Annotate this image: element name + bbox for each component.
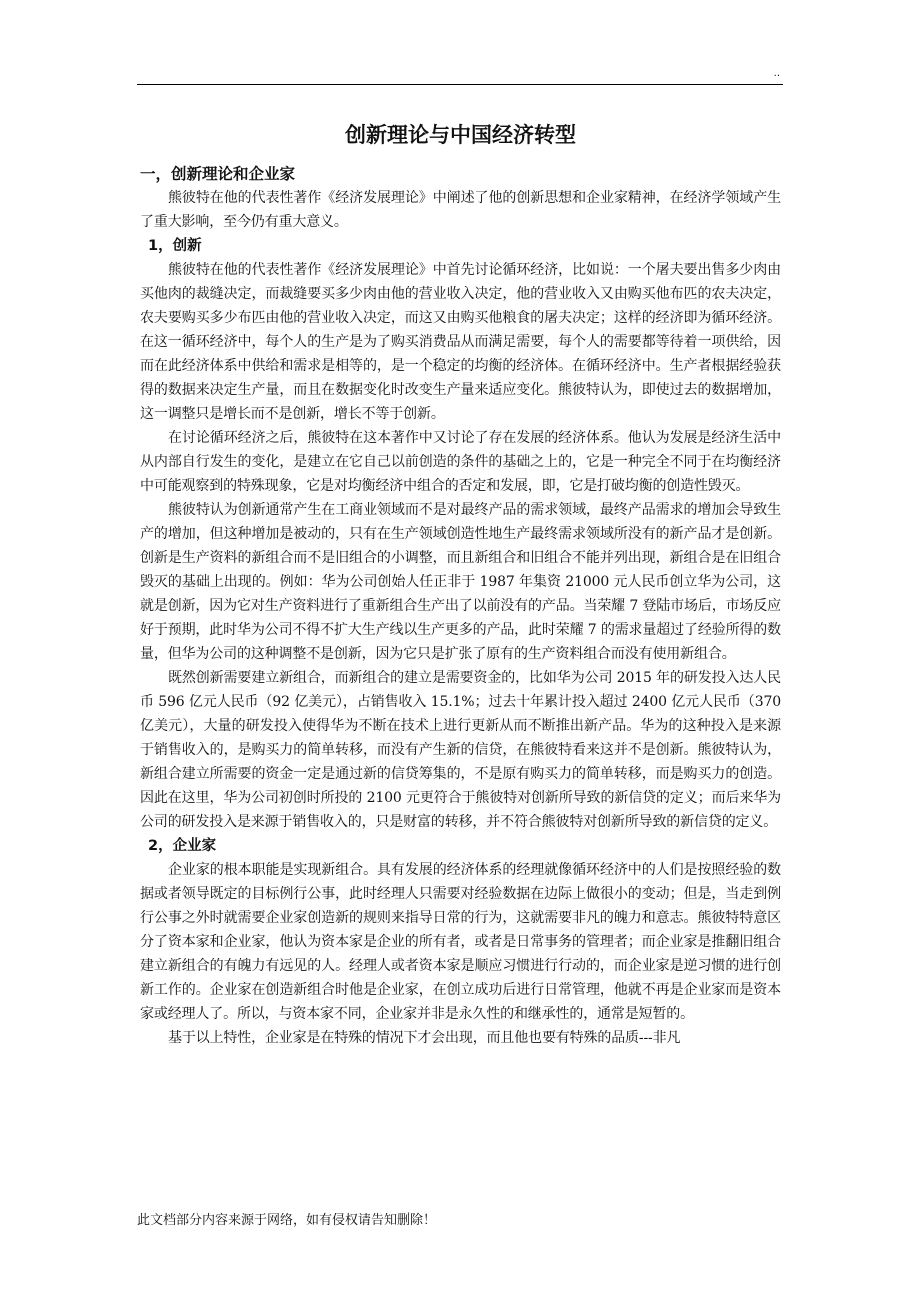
footer-disclaimer: 此文档部分内容来源于网络，如有侵权请告知删除！ bbox=[137, 1213, 437, 1228]
paragraph: 既然创新需要建立新组合，而新组合的建立是需要资金的，比如华为公司 2015 年的研发投入达人民币 596 亿元人民币（92 亿美元），占销售收入 15.1%；过去十年累计投入超过 2400 亿元人民币（370 亿美元），大量的研发投入使得华为不断在技术上进行更新从而不断推出新产品。华为的这种投入是来源于销售收入的，是购买力的简单转移，而没有产生新的信贷，在熊彼特看来这并不是创新。熊彼特认为，新组合建立所需要的资金一定是通过新的信贷筹集的，不是原有购买力的简单转移，而是购买力的创造。因此在这里，华为公司初创时所投的 2100 元更符合于熊彼特对创新所导致的新信贷的定义；而后来华为公司的研发投入是来源于销售收入的，只是财富的转移，并不符合熊彼特对创新所导致的新信贷的定义。 bbox=[140, 670, 781, 830]
section-intro-paragraph: 熊彼特在他的代表性著作《经济发展理论》中阐述了他的创新思想和企业家精神，在经济学领域产生了重大影响，至今仍有重大意义。 bbox=[140, 190, 781, 230]
header-mark: .. bbox=[773, 68, 780, 79]
paragraph: 熊彼特在他的代表性著作《经济发展理论》中首先讨论循环经济，比如说：一个屠夫要出售多少肉由买他肉的裁缝决定，而裁缝要买多少肉由他的营业收入决定，他的营业收入又由购买他布匹的农夫决定，农夫要购买多少布匹由他的营业收入决定，而这又由购买他粮食的屠夫决定；这样的经济即为循环经济。在这一循环经济中，每个人的生产是为了购买消费品从而满足需要，每个人的需要都等待着一项供给，因而在此经济体系中供给和需求是相等的，是一个稳定的均衡的经济体。在循环经济中。生产者根据经验获得的数据来决定生产量，而且在数据变化时改变生产量来适应变化。熊彼特认为，即使过去的数据增加，这一调整只是增长而不是创新，增长不等于创新。 bbox=[140, 262, 781, 422]
paragraph: 企业家的根本职能是实现新组合。具有发展的经济体系的经理就像循环经济中的人们是按照经验的数据或者领导既定的目标例行公事，此时经理人只需要对经验数据在边际上做很小的变动；但是，当走到例行公事之外时就需要企业家创造新的规则来指导日常的行为，这就需要非凡的魄力和意志。熊彼特特意区分了资本家和企业家，他认为资本家是企业的所有者，或者是日常事务的管理者；而企业家是推翻旧组合建立新组合的有魄力有远见的人。经理人或者资本家是顺应习惯进行行动的，而企业家是逆习惯的进行创新工作的。企业家在创造新组合时他是企业家，在创立成功后进行日常管理，他就不再是企业家而是资本家或经理人了。所以，与资本家不同，企业家并非是永久性的和继承性的，通常是短暂的。 bbox=[140, 862, 781, 1022]
paragraph: 基于以上特性，企业家是在特殊的情况下才会出现，而且他也要有特殊的品质---非凡 bbox=[168, 1030, 681, 1046]
document-title: 创新理论与中国经济转型 bbox=[345, 123, 576, 147]
section-heading: 一，创新理论和企业家 bbox=[140, 165, 296, 183]
header-rule bbox=[137, 84, 783, 85]
subsection-heading-entrepreneur: 2，企业家 bbox=[148, 838, 217, 854]
paragraph: 在讨论循环经济之后，熊彼特在这本著作中又讨论了存在发展的经济体系。他认为发展是经济生活中从内部自行发生的变化，是建立在它自己以前创造的条件的基础之上的，它是一种完全不同于在均衡经济中可能观察到的特殊现象，它是对均衡经济中组合的否定和发展，即，它是打破均衡的创造性毁灭。 bbox=[140, 430, 781, 494]
document-body bbox=[140, 118, 781, 1050]
paragraph: 熊彼特认为创新通常产生在工商业领域而不是对最终产品的需求领域，最终产品需求的增加会导致生产的增加，但这种增加是被动的，只有在生产领域创造性地生产最终需求领域所没有的新产品才是创新。创新是生产资料的新组合而不是旧组合的小调整，而且新组合和旧组合不能并列出现，新组合是在旧组合毁灭的基础上出现的。例如：华为公司创始人任正非于 1987 年集资 21000 元人民币创立华为公司，这就是创新，因为它对生产资料进行了重新组合生产出了以前没有的产品。当荣耀 7 登陆市场后，市场反应好于预期，此时华为公司不得不扩大生产线以生产更多的产品，此时荣耀 7 的需求量超过了经验所得的数量，但华为公司的这种调整不是创新，因为它只是扩张了原有的生产资料组合而没有使用新组合。 bbox=[140, 502, 781, 662]
subsection-heading-innovation: 1，创新 bbox=[148, 238, 202, 254]
